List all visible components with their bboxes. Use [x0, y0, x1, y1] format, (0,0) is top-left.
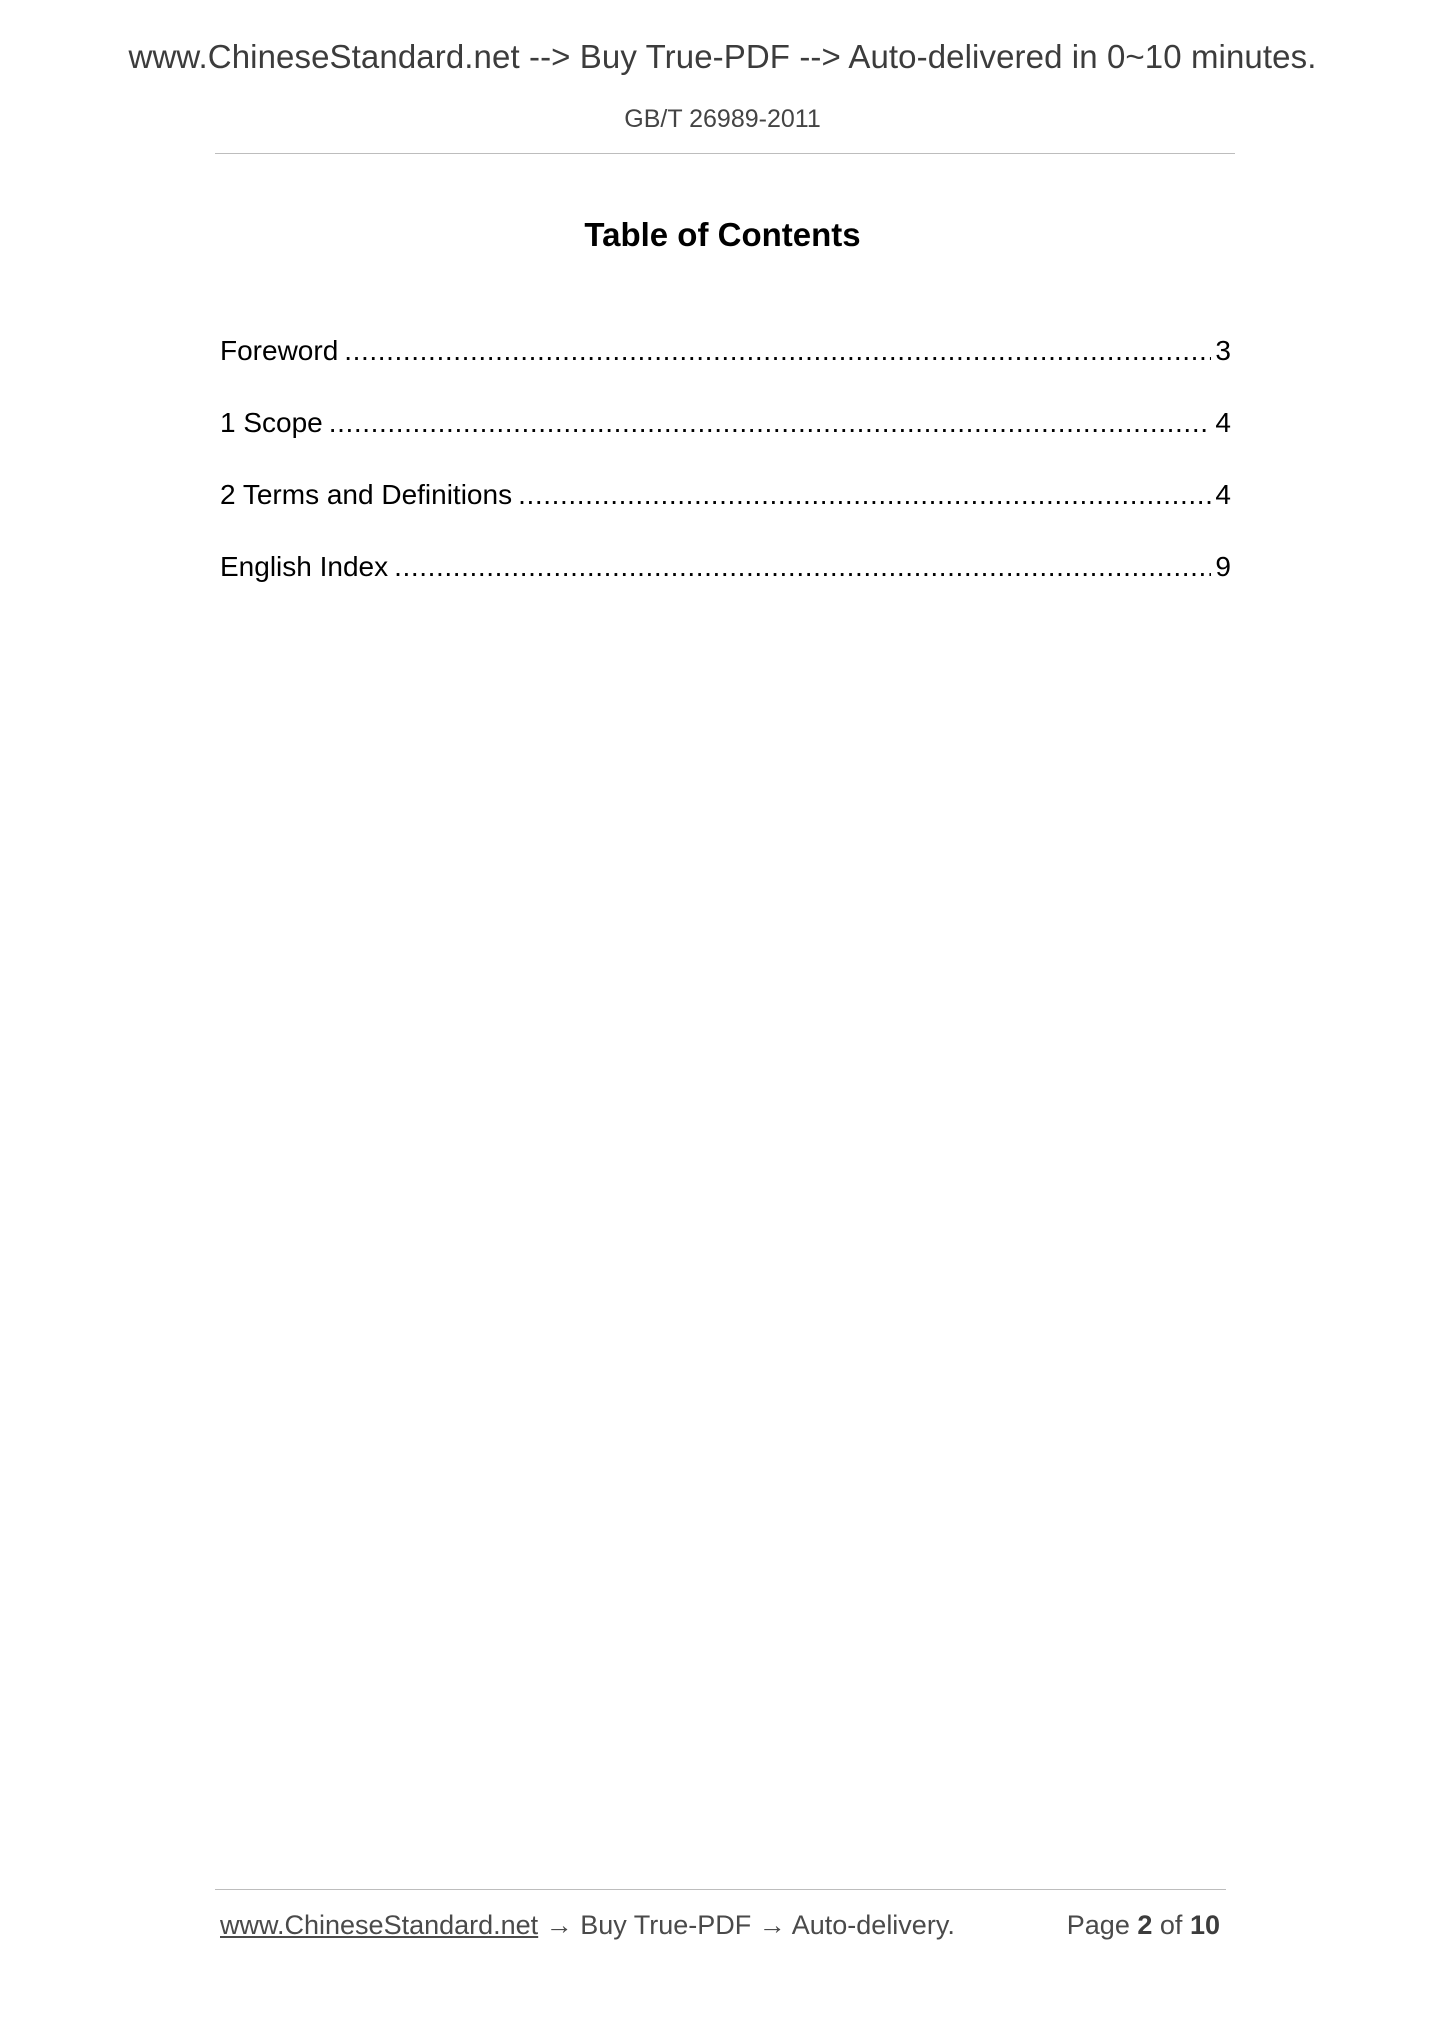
page-word: Page: [1066, 1910, 1130, 1940]
table-of-contents: [220, 335, 1231, 623]
toc-entry-page: 9: [1215, 551, 1231, 582]
toc-entry-page: 4: [1215, 407, 1231, 438]
footer-website-link[interactable]: www.ChineseStandard.net: [220, 1910, 539, 1940]
toc-entry-label: 1 Scope: [220, 407, 323, 438]
page-indicator: [1067, 1910, 1220, 1941]
toc-dot-leader: [329, 407, 1212, 439]
toc-dot-leader: [394, 551, 1211, 583]
footer-tagline: → Buy True-PDF → Auto-delivery.: [538, 1910, 955, 1940]
site-banner: www.ChineseStandard.net --> Buy True-PDF --> Auto-delivered in 0~10 minutes.: [128, 38, 1317, 75]
toc-entry-label: 2 Terms and Definitions: [220, 479, 513, 510]
toc-title: Table of Contents: [584, 216, 861, 253]
toc-entry-english-index[interactable]: [220, 551, 1231, 623]
toc-entry-page: 3: [1215, 335, 1231, 366]
footer-divider: [215, 1889, 1226, 1890]
footer-promo: [220, 1910, 955, 1941]
document-code: GB/T 26989-2011: [624, 105, 821, 133]
toc-entry-scope[interactable]: [220, 407, 1231, 479]
of-word: of: [1159, 1910, 1183, 1940]
toc-entry-label: English Index: [220, 551, 389, 582]
toc-entry-page: 4: [1215, 479, 1231, 510]
header-divider: [215, 153, 1235, 154]
total-page-count: 10: [1189, 1910, 1220, 1940]
toc-dot-leader: [518, 479, 1211, 511]
current-page-number: 2: [1137, 1910, 1153, 1940]
toc-entry-foreword[interactable]: [220, 335, 1231, 407]
toc-entry-label: Foreword: [220, 335, 339, 366]
toc-entry-terms-and-definitions[interactable]: [220, 479, 1231, 551]
toc-dot-leader: [344, 335, 1211, 367]
